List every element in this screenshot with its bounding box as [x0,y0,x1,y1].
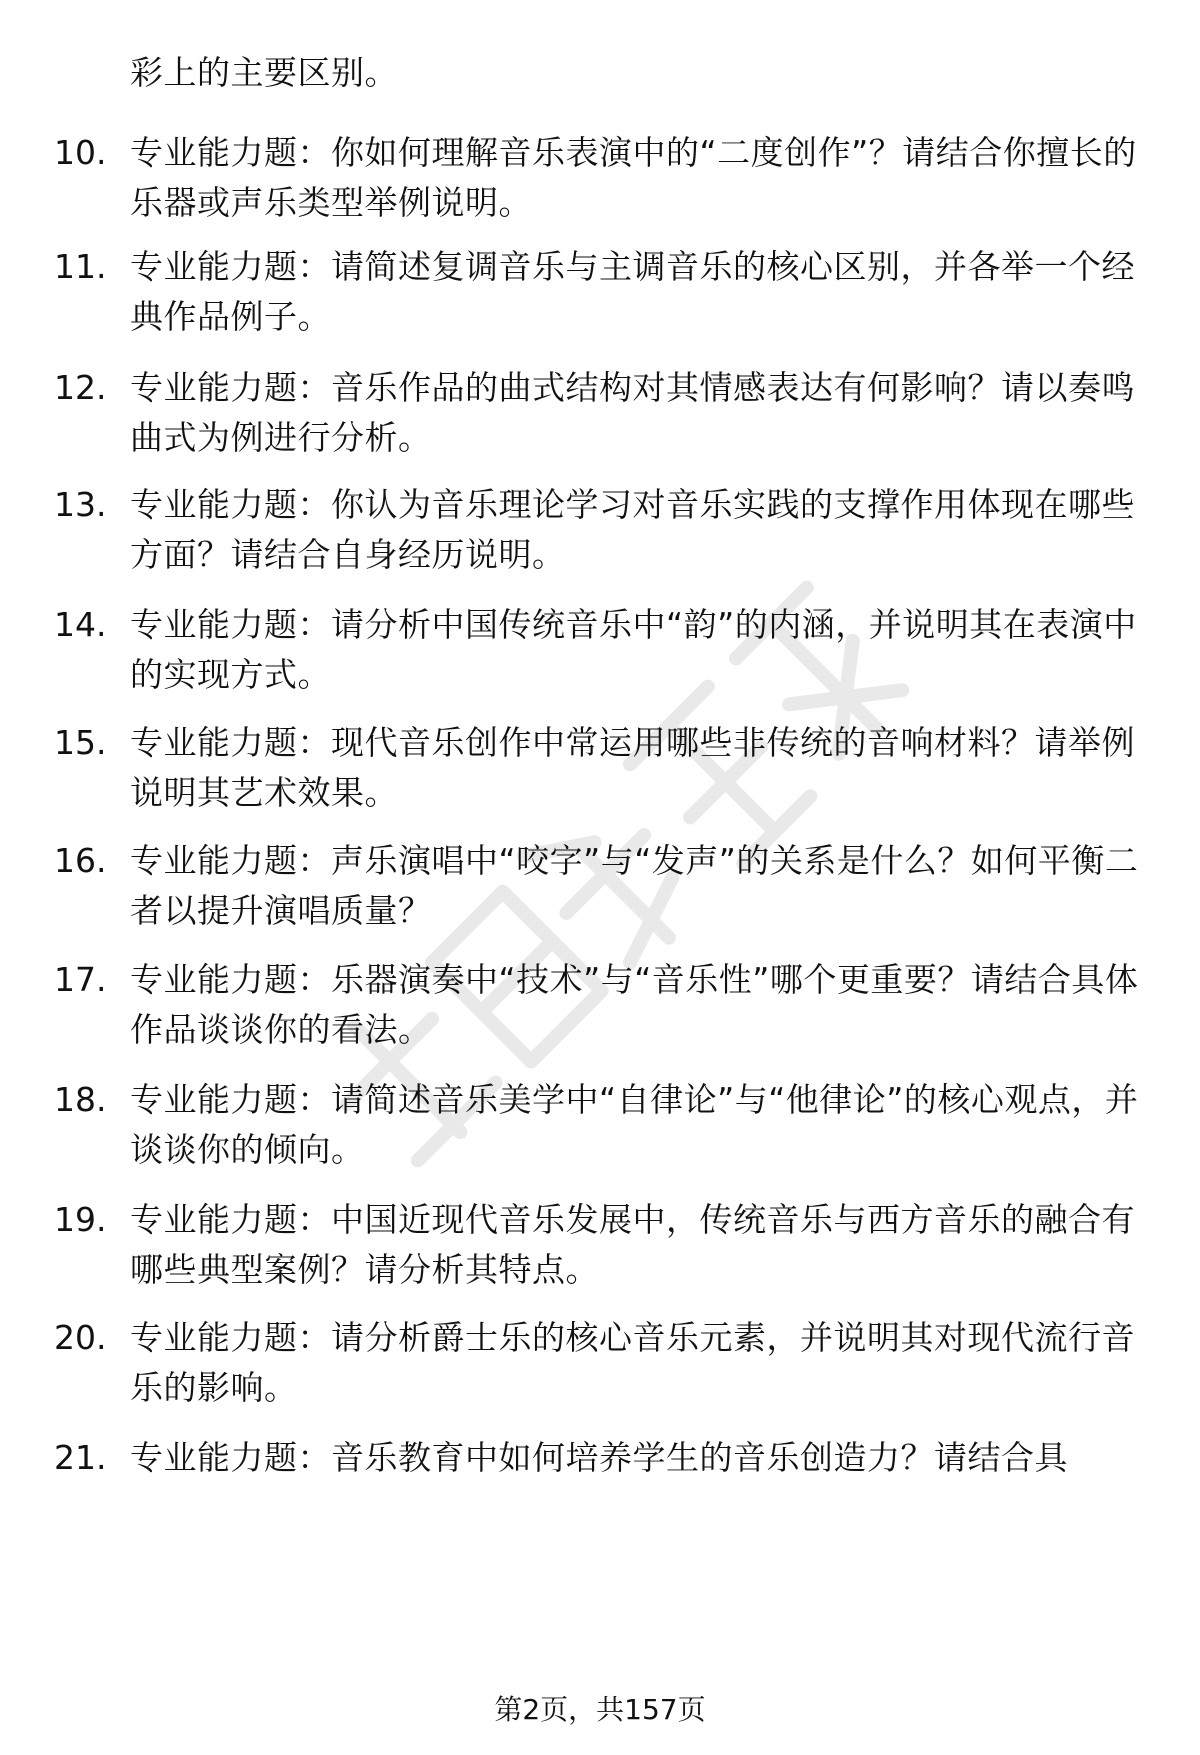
list-item [0,1195,1200,1295]
continuation-text: 彩上的主要区别。 [130,53,398,92]
item-text: 专业能力题：音乐教育中如何培养学生的音乐创造力？请结合具 [130,1438,1068,1477]
list-item [0,955,1200,1055]
list-item [0,242,1200,342]
item-text: 专业能力题：声乐演唱中“咬字”与“发声”的关系是什么？如何平衡二者以提升演唱质量？ [130,841,1139,930]
item-text: 专业能力题：请分析爵士乐的核心音乐元素，并说明其对现代流行音乐的影响。 [130,1318,1135,1407]
item-number: 14. [54,605,107,644]
item-number: 17. [54,960,107,999]
list-item [0,1313,1200,1413]
item-text: 专业能力题：乐器演奏中“技术”与“音乐性”哪个更重要？请结合具体作品谈谈你的看法。 [130,960,1139,1049]
item-number: 20. [54,1318,107,1357]
page-footer: 第2页，共157页 [494,1693,706,1726]
item-number: 11. [54,247,107,286]
item-number: 12. [54,368,107,407]
list-item [0,1075,1200,1175]
item-text: 专业能力题：现代音乐创作中常运用哪些非传统的音响材料？请举例说明其艺术效果。 [130,723,1135,812]
item-number: 19. [54,1200,107,1239]
item-number: 21. [54,1438,107,1477]
item-number: 16. [54,841,107,880]
item-text: 专业能力题：音乐作品的曲式结构对其情感表达有何影响？请以奏鸣曲式为例进行分析。 [130,368,1135,457]
item-text: 专业能力题：请分析中国传统音乐中“韵”的内涵，并说明其在表演中的实现方式。 [130,605,1137,694]
item-text: 专业能力题：请简述音乐美学中“自律论”与“他律论”的核心观点，并谈谈你的倾向。 [130,1080,1139,1169]
item-text: 专业能力题：请简述复调音乐与主调音乐的核心区别，并各举一个经典作品例子。 [130,247,1135,336]
item-number: 13. [54,485,107,524]
list-item [0,363,1200,463]
list-item [0,836,1200,936]
list-item [0,1433,1200,1533]
list-item [0,600,1200,700]
list-item [0,718,1200,818]
item-text: 专业能力题：你认为音乐理论学习对音乐实践的支撑作用体现在哪些方面？请结合自身经历说明。 [130,485,1135,574]
list-item [0,128,1200,228]
item-text: 专业能力题：你如何理解音乐表演中的“二度创作”？请结合你擅长的乐器或声乐类型举例说明。 [130,133,1137,222]
item-number: 18. [54,1080,107,1119]
item-text: 专业能力题：中国近现代音乐发展中，传统音乐与西方音乐的融合有哪些典型案例？请分析其特点。 [130,1200,1135,1289]
list-item [0,480,1200,580]
item-number: 15. [54,723,107,762]
item-number: 10. [54,133,107,172]
